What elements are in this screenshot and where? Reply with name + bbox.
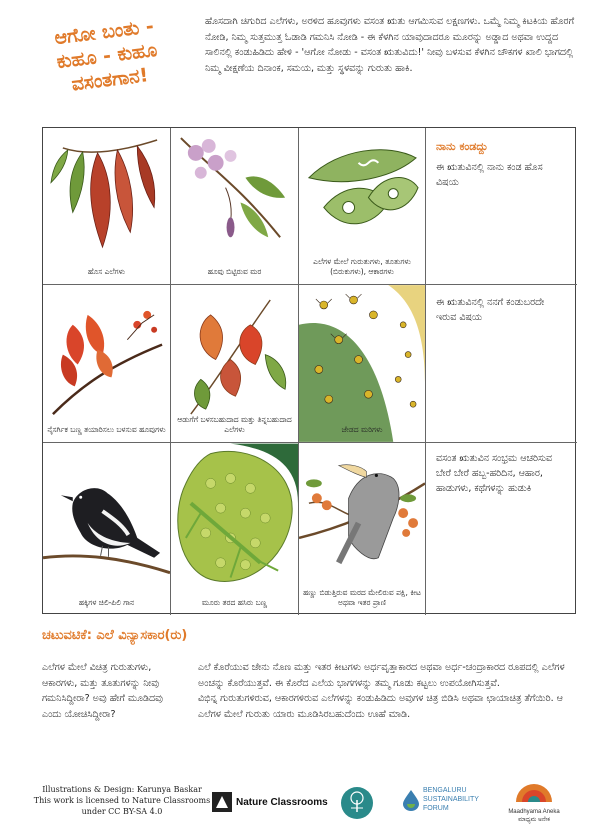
cell-leaf-marks[interactable]	[299, 128, 426, 285]
notes-heading: ನಾನು ಕಂಡದ್ದು	[436, 140, 488, 153]
bsf-line-3: FORUM	[423, 805, 449, 812]
nature-classrooms-icon	[212, 792, 232, 812]
note-festivals: ವಸಂತ ಋತುವಿನ ಸಂಭ್ರಮ ಆಚರಿಸುವ ಬೇರೆ ಬೇರೆ ಹಬ್ಬ-ಹರಿದಿನ, ಆಹಾರ, ಹಾಡುಗಳು, ಕಥೆಗಳನ್ನು ಹುಡುಕಿ	[436, 453, 553, 494]
activity-title: ಚಟುವಟಿಕೆ: ಎಲೆ ವಿನ್ಯಾಸಕಾರ(ರು)	[42, 628, 188, 643]
mantis-jackfruit-illustration	[171, 443, 298, 615]
title-line-2: ಕುಹೂ - ಕುಹೂ	[55, 38, 159, 74]
note-missing-thing: ಈ ಋತುವಿನಲ್ಲಿ ನನಗೆ ಕಂಡುಬರದೇ ಇರುವ ವಿಷಯ	[436, 297, 545, 323]
cell-caption: ಎಲೆಗಳ ಮೇಲೆ ಗುರುತುಗಳು, ತೂತುಗಳು (ಬಿರುಕುಗಳು), ಆಕಾರಗಳು	[313, 257, 411, 276]
cell-spiderlings[interactable]	[299, 285, 426, 443]
credit-line-3: under CC BY-SA 4.0	[81, 807, 163, 816]
title-line-3: ವಸಂತಗಾನ!	[70, 64, 150, 96]
page-title	[28, 11, 186, 101]
cell-notes-festivals[interactable]	[426, 443, 577, 615]
observation-grid	[42, 127, 576, 614]
cell-caption: ನೈಸರ್ಗಿಕ ಬಣ್ಣ ತಯಾರಿಸಲು ಬಳಸುವ ಹೂವುಗಳು	[47, 425, 166, 434]
cell-caption: ಮೂರು ತರದ ಹಸಿರು ಬಣ್ಣ	[201, 598, 268, 607]
magpie-robin-illustration	[43, 443, 170, 615]
activity-body	[198, 660, 576, 722]
cell-caption: ಆಡುಗೆಗೆ ಬಳಸಬಹುದಾದ ಮತ್ತು ತಿನ್ನಬಹುದಾದ ಎಲೆಗಳು	[177, 415, 292, 434]
title-line-1: ಆಗೋ ಬಂತು -	[53, 15, 155, 50]
tree-circle-icon	[340, 786, 374, 820]
activity-body-paragraph-1: ಎಲೆ ಕೊರೆಯುವ ಜೇನು ನೊಣ ಮತ್ತು ಇತರ ಕೀಟಗಳು ಅರ್ಧವೃತ್ತಾಕಾರದ ಅಥವಾ ಅರ್ಧ-ಚಂದ್ರಾಕಾರದ ರೂಪದಲ್ಲಿ ಎಲೆಗಳ ಅಂಚನ್ನು ಕೊರೆಯುತ್ತವೆ. ಈ ಕೊರೆದ ಎಲೆಯ ಭಾಗಗಳನ್ನು ತಮ್ಮ ಗೂಡು ಕಟ್ಟಲು ಉಪಯೋಗಿಸುತ್ತವೆ.	[198, 662, 565, 689]
cell-notes-missing[interactable]	[426, 285, 577, 443]
activity-question: ಎಲೆಗಳ ಮೇಲೆ ವಿಚಿತ್ರ ಗುರುತುಗಳು, ಆಕಾರಗಳು, ಮತ್ತು ತೂತುಗಳನ್ನು ನೀವು ಗಮನಿಸಿದ್ದೀರಾ? ಅವು ಹೇಗೆ ಮೂಡಿದವು ಎಂದು ಯೋಚಿಸಿದ್ದೀರಾ?	[42, 662, 163, 720]
credit-line-1: Illustrations & Design: Karunya Baskar	[42, 785, 202, 794]
cell-new-leaves[interactable]	[43, 128, 171, 285]
nature-classrooms-label: Nature Classrooms	[236, 796, 328, 808]
maadhyama-aneka-logo	[504, 782, 564, 824]
cell-animal-on-fruit-tree[interactable]	[299, 443, 426, 615]
new-leaves-illustration	[43, 128, 170, 284]
cell-caption: ಹಣ್ಣು ಬಿಡುತ್ತಿರುವ ಮರದ ಮೇಲಿರುವ ಪಕ್ಷಿ, ಕೀಟ ಅಥವಾ ಇತರ ಪ್ರಾಣಿ	[303, 588, 421, 607]
nature-classrooms-logo	[212, 792, 328, 812]
activity-body-paragraph-2: ವಿಭಿನ್ನ ಗುರುತುಗಳಿರುವ, ಆಕಾರಗಳಿರುವ ಎಲೆಗಳನ್ನು ಕಂಡುಹಿಡಿದು ಅವುಗಳ ಚಿತ್ರ ಬಿಡಿಸಿ ಅಥವಾ ಛಾಯಾಚಿತ್ರ ತೆಗೆಯಿರಿ. ಆ ಎಲೆಗಳ ಮೇಲೆ ಗುರುತು ಯಾರು ಮೂಡಿಸಿರಬಹುದೆಂದು ಊಹೆ ಮಾಡಿ.	[198, 693, 563, 720]
flowering-tree-illustration	[171, 128, 298, 284]
spiderlings-illustration	[299, 285, 425, 442]
credits	[32, 784, 212, 817]
cell-caption: ಹೊಸ ಎಲೆಗಳು	[87, 267, 126, 276]
note-new-thing: ಈ ಋತುವಿನಲ್ಲಿ ನಾನು ಕಂಡ ಹೊಸ ವಿಷಯ	[436, 162, 543, 188]
bsf-label	[423, 786, 479, 813]
bengaluru-sustainability-forum-logo	[402, 786, 479, 813]
cell-caption: ಜೇಡದ ಮರಿಗಳು	[341, 425, 383, 434]
bsf-line-2: SUSTAINABILITY	[423, 796, 479, 803]
cell-notes-heading[interactable]	[426, 128, 577, 285]
intro-paragraph: ಹೊಸದಾಗಿ ಚಿಗುರಿದ ಎಲೆಗಳು, ಅರಳಿದ ಹೂವುಗಳು ವಸಂತ ಋತು ಆಗಮಿಸುವ ಲಕ್ಷಣಗಳು. ಒಮ್ಮೆ ನಿಮ್ಮ ಕಿಟಕಿಯ ಹೊರಗೆ ನೋಡಿ, ನಿಮ್ಮ ಸುತ್ತಮುತ್ತ ಓಡಾಡಿ ಗಮನಿಸಿ ನೋಡಿ - ಈ ಕೆಳಗಿನ ಯಾವುದಾದರೂ ಮೂರನ್ನು ಅಡ್ಡಾದ ಅಥವಾ ಉದ್ದದ ಸಾಲಿನಲ್ಲಿ ಕಂಡುಹಿಡಿದು ಹೇಳಿ - 'ಆಗೋ ನೋಡು - ವಸಂತ ಋತುವಿದು!' ನೀವು ಬಳಸುವ ಕೆಳಗಿನ ಚೌಕಗಳ ಖಾಲಿ ಭಾಗದಲ್ಲಿ ನಿಮ್ಮ ವೀಕ್ಷಣೆಯ ದಿನಾಂಕ, ಸಮಯ, ಮತ್ತು ಸ್ಥಳವನ್ನು ಗುರುತು ಹಾಕಿ.	[205, 16, 575, 74]
cell-three-greens[interactable]	[171, 443, 299, 615]
cell-bird-song[interactable]	[43, 443, 171, 615]
water-drop-icon	[402, 789, 420, 811]
credit-line-2: This work is licensed to Nature Classrooms	[33, 796, 211, 805]
maadhyama-aneka-label: Maadhyama Aneka	[508, 809, 560, 815]
bsf-line-1: BENGALURU	[423, 787, 467, 794]
maadhyama-aneka-sub: ಮಾಧ್ಯಮ ಅನೇಕ	[518, 817, 550, 823]
cell-dye-flowers[interactable]	[43, 285, 171, 443]
dye-flowers-illustration	[43, 285, 170, 442]
cell-edible-leaves[interactable]	[171, 285, 299, 443]
cell-flowering-tree[interactable]	[171, 128, 299, 285]
cell-caption: ಹಕ್ಕಿಗಳ ಚಿಲಿ-ಪಿಲಿ ಗಾನ	[78, 598, 135, 607]
cell-caption: ಹೂವು ಬಿಟ್ಟಿರುವ ಮರ	[207, 267, 262, 276]
sunburst-icon	[514, 782, 554, 804]
